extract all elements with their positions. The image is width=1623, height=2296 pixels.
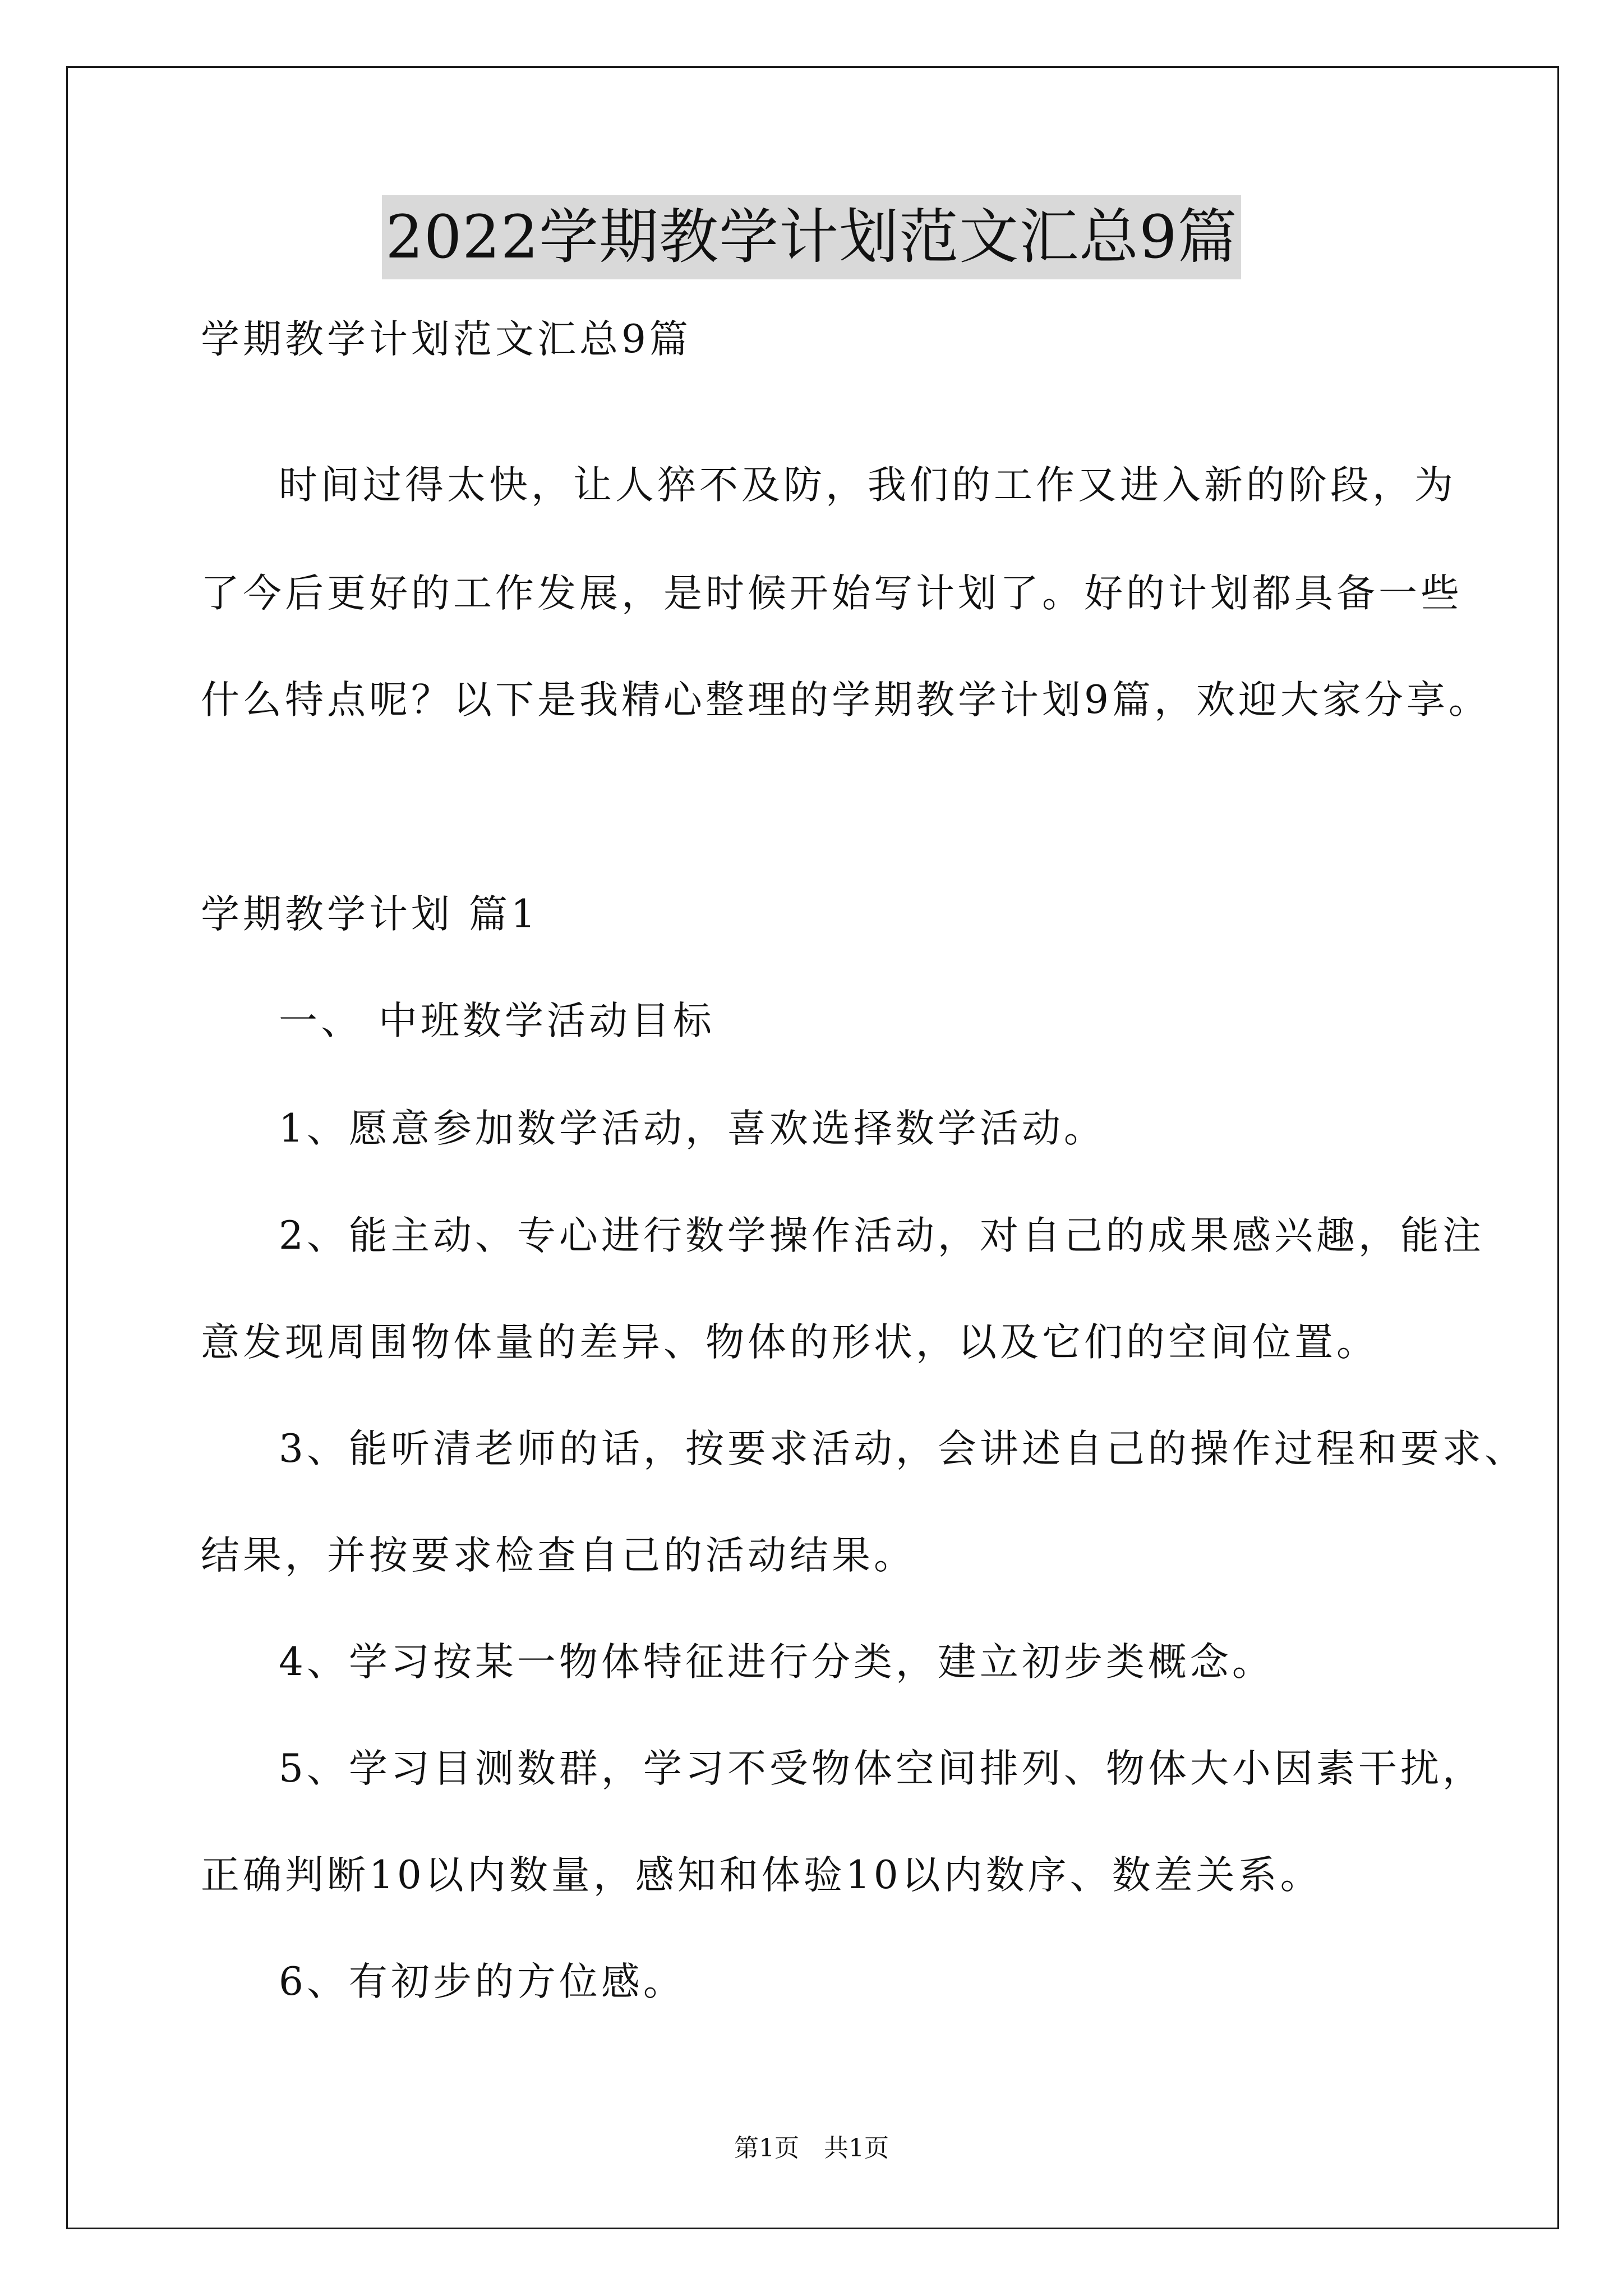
document-title: 2022学期教学计划范文汇总9篇 <box>382 195 1241 279</box>
goal-heading: 一、 中班数学活动目标 <box>279 999 715 1043</box>
goal-item-5-line-1: 5、学习目测数群，学习不受物体空间排列、物体大小因素干扰， <box>279 1746 1484 1791</box>
goal-item-1: 1、愿意参加数学活动，喜欢选择数学活动。 <box>279 1106 1106 1151</box>
goal-item-4: 4、学习按某一物体特征进行分类，建立初步类概念。 <box>279 1640 1274 1685</box>
section-heading: 学期教学计划 篇1 <box>201 892 539 937</box>
intro-line-3: 什么特点呢？以下是我精心整理的学期教学计划9篇，欢迎大家分享。 <box>201 678 1491 723</box>
intro-line-1: 时间过得太快，让人猝不及防，我们的工作又进入新的阶段，为 <box>279 463 1456 508</box>
goal-item-3-line-1: 3、能听清老师的话，按要求活动，会讲述自己的操作过程和要求、 <box>279 1427 1527 1471</box>
goal-item-2-line-1: 2、能主动、专心进行数学操作活动，对自己的成果感兴趣，能注 <box>279 1213 1484 1258</box>
page-footer: 第1页 共1页 <box>734 2134 889 2162</box>
title-container <box>0 195 1623 279</box>
goal-item-5-line-2: 正确判断10以内数量，感知和体验10以内数序、数差关系。 <box>201 1853 1322 1898</box>
goal-item-2-line-2: 意发现周围物体量的差异、物体的形状，以及它们的空间位置。 <box>201 1320 1378 1365</box>
goal-item-6: 6、有初步的方位感。 <box>279 1959 685 2004</box>
intro-line-2: 了今后更好的工作发展，是时候开始写计划了。好的计划都具备一些 <box>201 571 1463 616</box>
goal-item-3-line-2: 结果，并按要求检查自己的活动结果。 <box>201 1533 916 1578</box>
subtitle-line: 学期教学计划范文汇总9篇 <box>201 317 691 362</box>
